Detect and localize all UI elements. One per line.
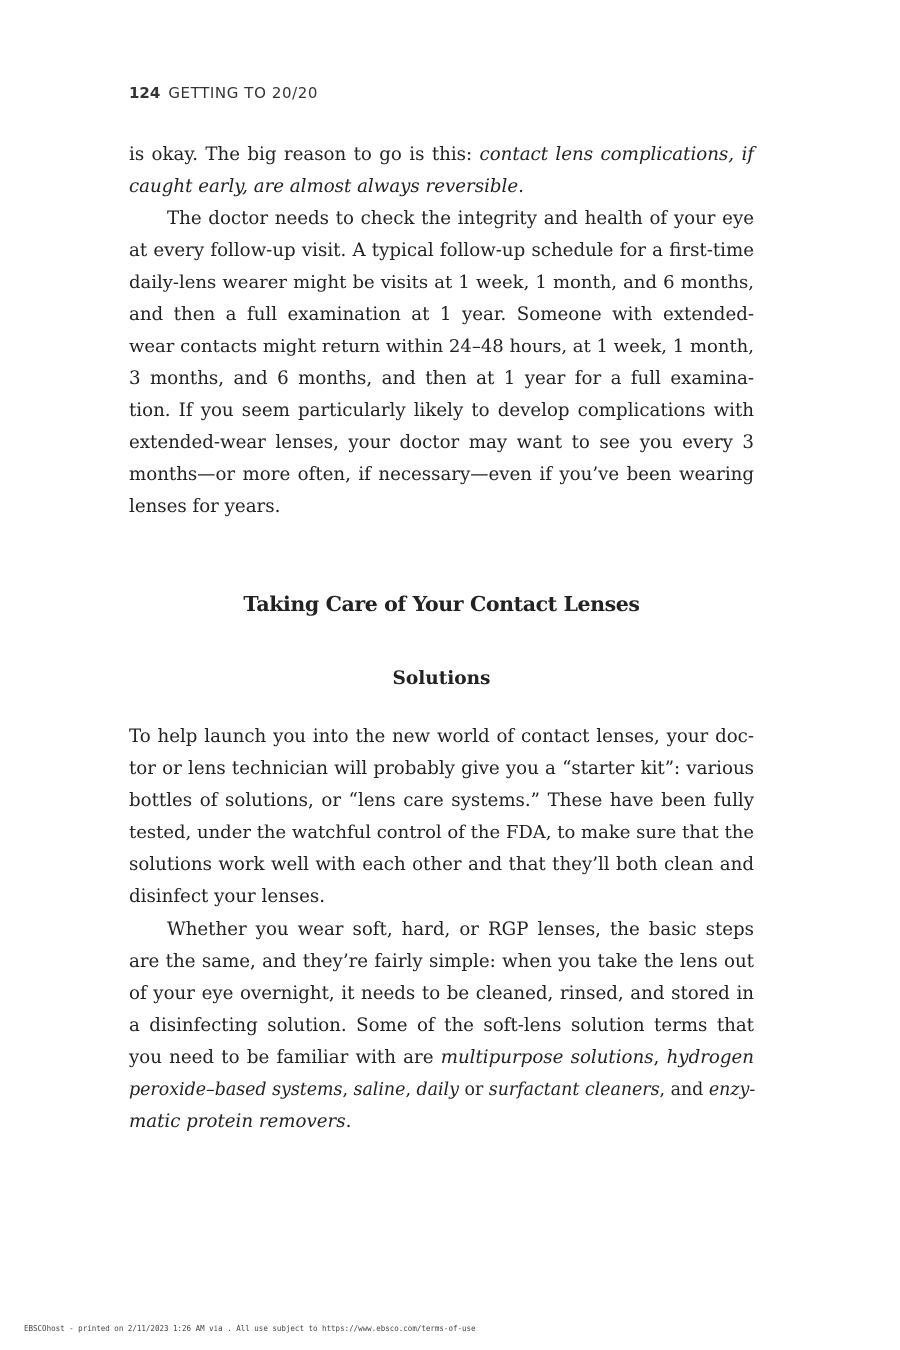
paragraph-line: tor or lens technician will probably give you a “starter kit”: various [129,758,754,779]
paragraph-line: daily-lens wearer might be visits at 1 week, 1 month, and 6 months, [129,272,754,293]
text-span: . [518,176,524,197]
text-span: , and [659,1080,709,1100]
emphasis-text: enzy- [708,1080,756,1100]
paragraph-line: tested, under the watchful control of the FDA, to make sure that the [129,822,754,843]
emphasis-text: daily [416,1080,459,1100]
paragraph-line: lenses for years. [129,496,281,517]
emphasis-text: multipurpose solutions [440,1047,654,1068]
paragraph-line: a disinfecting solution. Some of the soft-lens solution terms that [129,1015,754,1036]
paragraph-line: of your eye overnight, it needs to be cleaned, rinsed, and stored in [129,983,754,1004]
emphasis-text: saline [353,1080,406,1100]
page-number: 124 [129,84,161,102]
emphasis-text: peroxide–based systems [129,1080,343,1100]
text-span: , [405,1080,417,1100]
text-span: is okay. The big reason to go is this: [129,144,480,165]
paragraph-line: at every follow-up visit. A typical follow-up schedule for a first-time [129,240,754,261]
paragraph-line: The doctor needs to check the integrity and health of your eye [167,208,754,229]
paragraph-line [129,1106,754,1138]
text-span: , [342,1080,354,1100]
paragraph-line: tion. If you seem particularly likely to develop complications with [129,400,754,421]
paragraph-line: To help launch you into the new world of contact lenses, your doc- [129,726,754,747]
paragraph-line [129,1042,754,1074]
paragraph-line: wear contacts might return within 24–48 hours, at 1 week, 1 month, [129,336,754,357]
print-footer: EBSCOhost - printed on 2/11/2023 1:26 AM via . All use subject to https://www.ebsco.com/terms-of-use [24,1324,476,1333]
text-span: . [345,1111,352,1132]
section-heading: Taking Care of Your Contact Lenses [243,592,640,616]
emphasis-text: caught early, are almost always reversible [129,176,519,197]
book-title: GETTING TO 20/20 [168,84,319,102]
subsection-heading: Solutions [392,668,491,689]
emphasis-text: contact lens complications, if [479,144,754,165]
paragraph-line [129,1074,754,1106]
paragraph-line [129,171,754,203]
text-span: you need to be familiar with are [129,1047,441,1068]
paragraph-line: solutions work well with each other and that they’ll both clean and [129,854,754,875]
paragraph-line: Whether you wear soft, hard, or RGP lenses, the basic steps [167,919,754,940]
paragraph-line: months—or more often, if necessary—even if you’ve been wearing [129,464,754,485]
paragraph-line [129,139,754,171]
paragraph-line: are the same, and they’re fairly simple: when you take the lens out [129,951,754,972]
paragraph-line: bottles of solutions, or “lens care systems.” These have been fully [129,790,754,811]
emphasis-text: hydrogen [666,1047,754,1068]
text-span: , [653,1047,667,1068]
paragraph-line: disinfect your lenses. [129,886,326,907]
paragraph-line: 3 months, and 6 months, and then at 1 year for a full examina- [129,368,754,389]
emphasis-text: surfactant cleaners [488,1080,660,1100]
text-span: or [458,1080,489,1100]
emphasis-text: matic protein removers [129,1111,346,1132]
running-head [129,84,318,102]
paragraph-line: extended-wear lenses, your doctor may want to see you every 3 [129,432,754,453]
paragraph-line: and then a full examination at 1 year. Someone with extended- [129,304,754,325]
